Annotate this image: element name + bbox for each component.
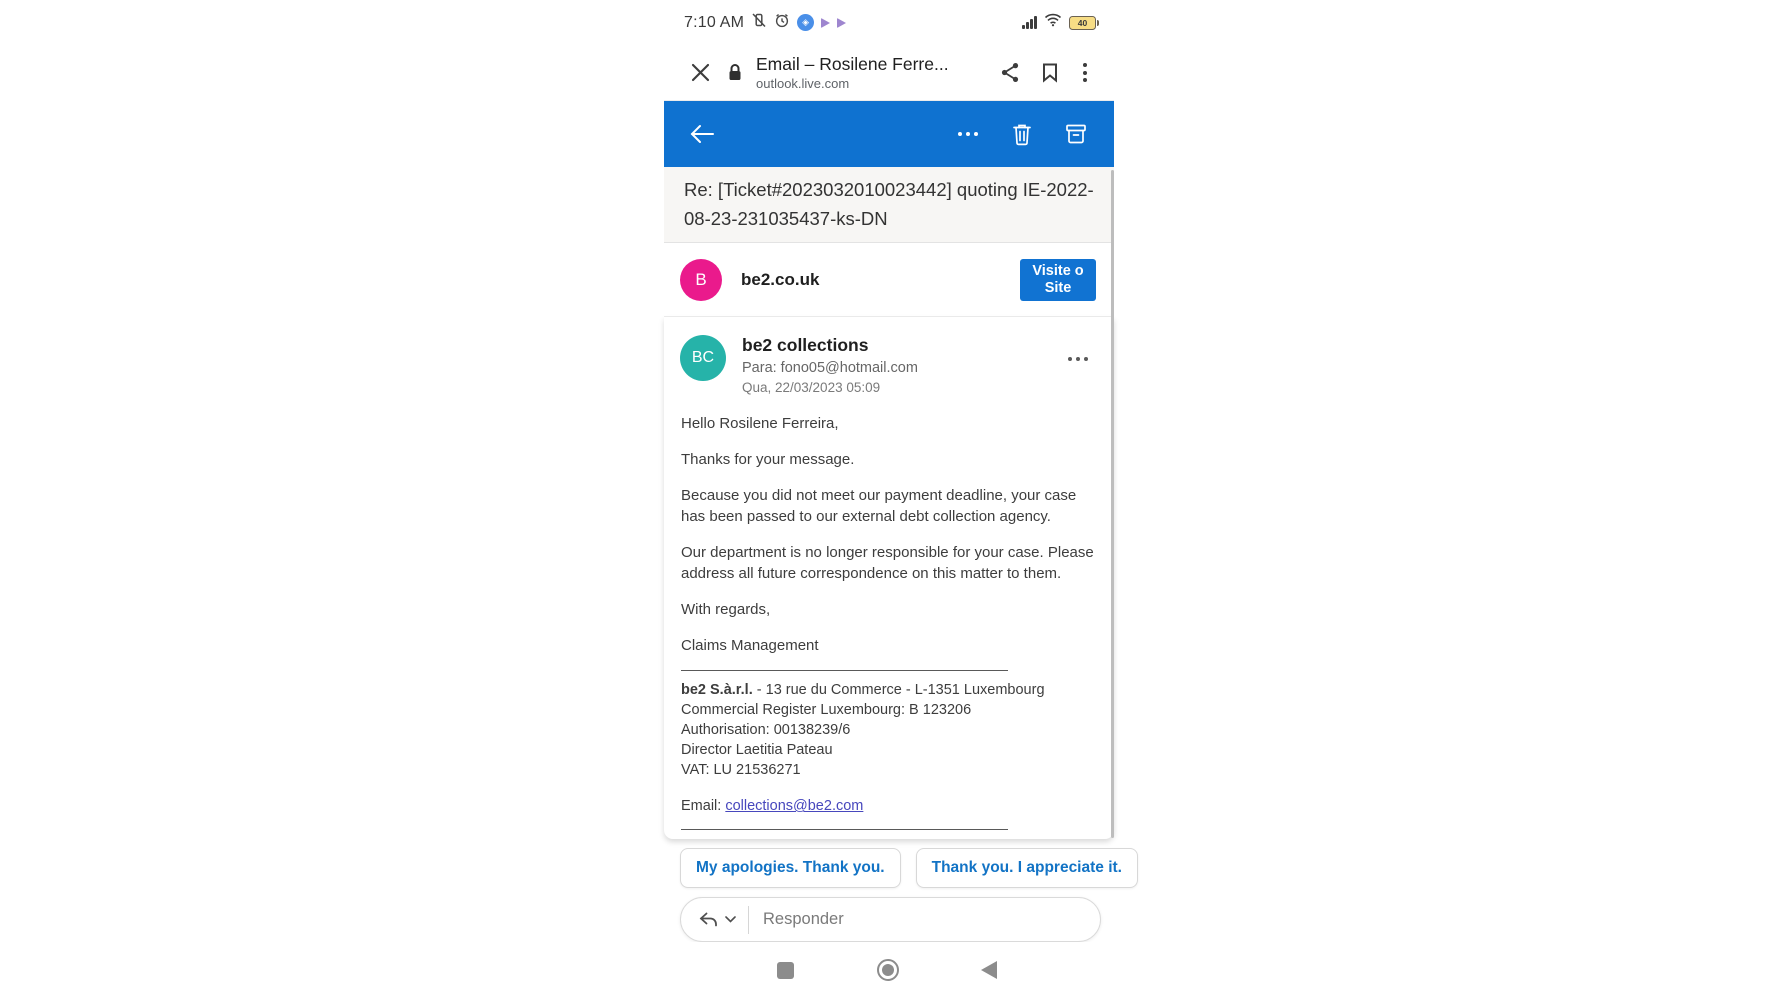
vibrate-off-icon bbox=[751, 12, 767, 33]
bookmark-button[interactable] bbox=[1030, 53, 1070, 93]
back-button[interactable] bbox=[682, 114, 722, 154]
reply-type-selector[interactable] bbox=[681, 910, 748, 929]
play-notification-icon bbox=[837, 18, 846, 28]
sender-banner bbox=[664, 243, 1114, 317]
page-title: Email – Rosilene Ferre... bbox=[756, 54, 949, 74]
message-avatar: BC bbox=[680, 335, 726, 381]
body-paragraph: Hello Rosilene Ferreira, bbox=[681, 415, 839, 433]
signal-icon bbox=[1022, 16, 1037, 29]
email-link[interactable]: collections@be2.com bbox=[725, 798, 864, 815]
notification-icons bbox=[751, 12, 846, 33]
chevron-down-icon bbox=[725, 916, 736, 923]
message-menu-button[interactable] bbox=[1058, 335, 1098, 375]
page-title-block bbox=[756, 54, 990, 91]
phone-screen bbox=[664, 0, 1122, 1000]
body-closing: With regards, bbox=[681, 601, 771, 618]
archive-button[interactable] bbox=[1056, 114, 1096, 154]
email-subject: Re: [Ticket#2023032010023442] quoting IE-2022-08-23-231035437-ks-DN bbox=[664, 167, 1114, 243]
message-to: Para: fono05@hotmail.com bbox=[742, 360, 918, 377]
delete-button[interactable] bbox=[1002, 114, 1042, 154]
lock-icon bbox=[720, 53, 750, 93]
body-paragraph: Because you did not meet our payment deadline, your case has been passed to our external debt collection agency. bbox=[681, 486, 1077, 526]
battery-icon: 40 bbox=[1069, 16, 1096, 30]
play-notification-icon bbox=[821, 18, 830, 28]
app-notification-icon: ◈ bbox=[797, 14, 814, 31]
body-signoff: Claims Management bbox=[681, 636, 819, 654]
body-paragraph: Thanks for your message. bbox=[681, 451, 855, 469]
suggested-reply-chip[interactable]: My apologies. Thank you. bbox=[680, 848, 901, 888]
signature-divider bbox=[681, 670, 1008, 671]
message-from: be2 collections bbox=[742, 335, 869, 356]
sender-avatar: B bbox=[680, 259, 722, 301]
signature-line: VAT: LU 21536271 bbox=[681, 762, 801, 779]
suggested-replies bbox=[680, 848, 1122, 888]
home-button[interactable] bbox=[877, 959, 899, 981]
browser-menu-button[interactable] bbox=[1070, 53, 1100, 93]
clock: 7:10 AM bbox=[684, 13, 745, 31]
more-actions-button[interactable] bbox=[948, 114, 988, 154]
mail-toolbar bbox=[664, 101, 1114, 167]
status-bar bbox=[664, 0, 1114, 45]
android-back-button[interactable] bbox=[981, 961, 997, 979]
page-url: outlook.live.com bbox=[756, 76, 850, 91]
suggested-reply-chip[interactable]: Thank you. I appreciate it. bbox=[916, 848, 1138, 888]
close-button[interactable] bbox=[680, 53, 720, 93]
sender-domain: be2.co.uk bbox=[741, 269, 820, 289]
message-body bbox=[664, 395, 1114, 830]
message-date: Qua, 22/03/2023 05:09 bbox=[742, 380, 881, 396]
reply-arrow-icon bbox=[697, 910, 719, 929]
reply-bar bbox=[680, 897, 1101, 942]
message-header bbox=[664, 335, 1114, 395]
recents-button[interactable] bbox=[777, 962, 794, 979]
signature-line: be2 S.à.r.l. - 13 rue du Commerce - L-1351 Luxembourg bbox=[681, 682, 1045, 699]
wifi-icon bbox=[1044, 13, 1062, 32]
browser-bar bbox=[664, 45, 1114, 101]
signature-divider bbox=[681, 829, 1008, 830]
android-nav-bar bbox=[664, 942, 1114, 1000]
signature-line: Authorisation: 00138239/6 bbox=[681, 722, 851, 739]
scrollbar[interactable] bbox=[1111, 170, 1114, 838]
signature-line: Commercial Register Luxembourg: B 123206 bbox=[681, 702, 972, 719]
visit-site-button[interactable]: Visite o Site bbox=[1020, 259, 1096, 301]
message-card bbox=[664, 317, 1114, 839]
alarm-icon bbox=[774, 12, 790, 33]
system-status-icons bbox=[1022, 13, 1096, 32]
signature-line: Director Laetitia Pateau bbox=[681, 742, 833, 759]
signature-email-line: Email: collections@be2.com bbox=[681, 798, 864, 815]
reply-input[interactable] bbox=[749, 910, 1100, 929]
signature-block bbox=[681, 680, 1094, 780]
body-paragraph: Our department is no longer responsible for your case. Please address all future correspondence on this matter to them. bbox=[681, 543, 1094, 583]
share-button[interactable] bbox=[990, 53, 1030, 93]
